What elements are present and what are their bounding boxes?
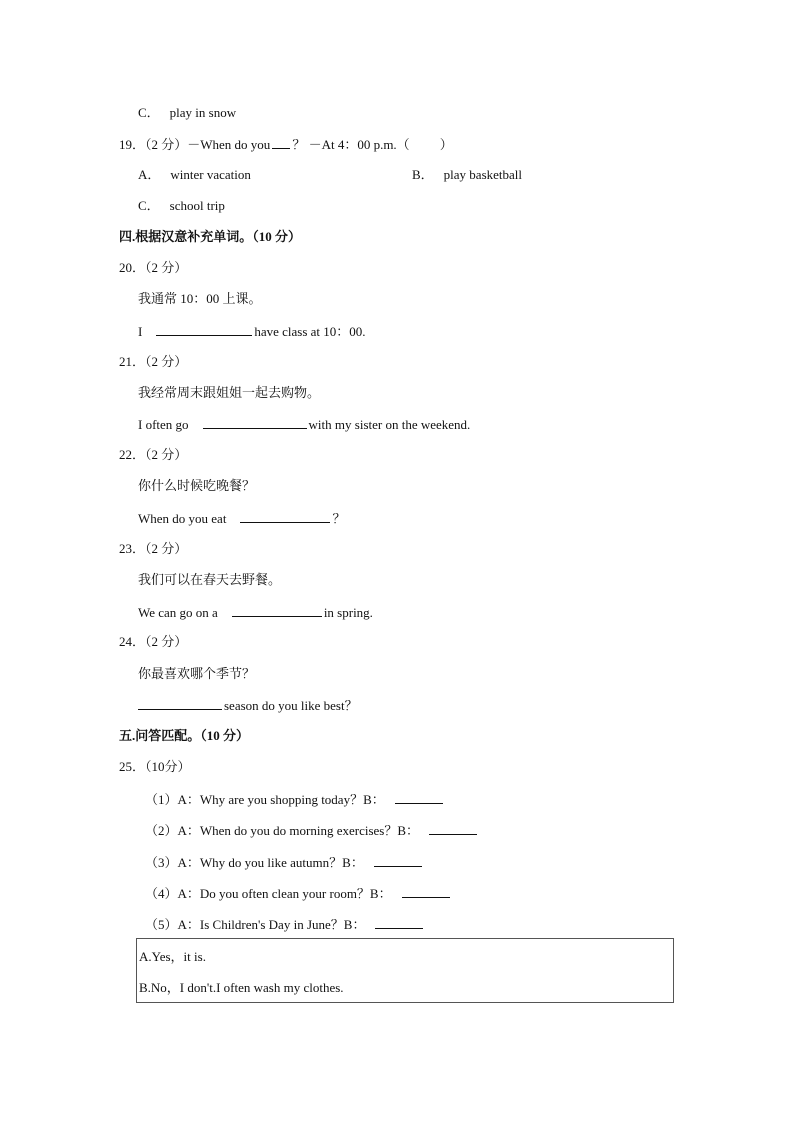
- option-letter: B．: [412, 167, 434, 182]
- answer-blank[interactable]: [402, 884, 450, 898]
- answer-blank[interactable]: [429, 821, 477, 835]
- dialogue-text: （4）A：Do you often clean your room？B：: [145, 886, 392, 901]
- sentence-text: We can go on a: [138, 605, 218, 620]
- answer-blank[interactable]: [156, 322, 252, 336]
- q25-item-5: [145, 915, 425, 934]
- answer-blank[interactable]: [375, 915, 423, 929]
- option-letter: C．: [138, 105, 160, 120]
- answer-blank[interactable]: [374, 853, 422, 867]
- q22-english: [138, 509, 345, 528]
- answer-blank[interactable]: [240, 509, 330, 523]
- answer-blank[interactable]: [138, 696, 222, 710]
- q23-number: 23．（2 分）: [119, 541, 188, 556]
- q23-english: [138, 603, 373, 622]
- q25-item-4: [145, 884, 452, 903]
- q21-english: [138, 415, 470, 434]
- answer-option-b: B.No，I don't.I often wash my clothes.: [139, 980, 344, 995]
- q21-number: 21．（2 分）: [119, 354, 188, 369]
- question-number: 19．（2 分）: [119, 137, 188, 152]
- sentence-text: I often go: [138, 417, 189, 432]
- q23-chinese: 我们可以在春天去野餐。: [138, 572, 282, 587]
- q20-english: [138, 322, 366, 341]
- q19-option-c: [138, 197, 225, 215]
- option-letter: A．: [138, 167, 161, 182]
- q19-stem: [119, 135, 453, 154]
- q25-item-2: [145, 821, 479, 840]
- q25-item-3: [145, 853, 424, 872]
- answer-blank[interactable]: [395, 790, 443, 804]
- question-text: ？ －At 4：00 p.m.（: [292, 137, 410, 152]
- option-text: school trip: [169, 198, 225, 213]
- option-letter: C．: [138, 198, 160, 213]
- answer-blank[interactable]: [232, 603, 322, 617]
- q21-chinese: 我经常周末跟姐姐一起去购物。: [138, 385, 321, 400]
- q20-number: 20．（2 分）: [119, 260, 188, 275]
- q18-option-c: [138, 104, 236, 122]
- q24-english: [138, 696, 358, 715]
- q19-option-b: [412, 166, 522, 184]
- q20-chinese: 我通常 10：00 上课。: [138, 291, 262, 306]
- q25-item-1: [145, 790, 445, 809]
- option-text: winter vacation: [170, 167, 251, 182]
- sentence-text: When do you eat: [138, 511, 227, 526]
- q24-chinese: 你最喜欢哪个季节？: [138, 666, 256, 681]
- sentence-text: I: [138, 324, 143, 339]
- answer-option-a: A.Yes，it is.: [139, 949, 206, 964]
- q19-option-a: [138, 166, 251, 184]
- section-4-title: 四.根据汉意补充单词。（10 分）: [119, 229, 302, 244]
- q22-chinese: 你什么时候吃晚餐？: [138, 478, 256, 493]
- section-5-title: 五.问答匹配。（10 分）: [119, 728, 250, 743]
- dialogue-text: （3）A：Why do you like autumn？B：: [145, 855, 364, 870]
- answer-blank[interactable]: [272, 135, 290, 149]
- dialogue-text: （1）A：Why are you shopping today？B：: [145, 792, 385, 807]
- answer-blank[interactable]: [203, 415, 307, 429]
- dialogue-text: （2）A：When do you do morning exercises？B：: [145, 823, 420, 838]
- sentence-text: in spring.: [323, 605, 373, 620]
- sentence-text: season do you like best？: [224, 698, 358, 713]
- q22-number: 22．（2 分）: [119, 447, 188, 462]
- question-text: ）: [439, 137, 453, 152]
- answer-options-box: [136, 938, 674, 1003]
- sentence-text: ？: [332, 511, 346, 526]
- sentence-text: have class at 10：00.: [254, 324, 366, 339]
- dialogue-text: （5）A：Is Children's Day in June？B：: [145, 917, 366, 932]
- option-text: play basketball: [443, 167, 523, 182]
- q25-number: 25．（10分）: [119, 759, 191, 774]
- sentence-text: with my sister on the weekend.: [308, 417, 471, 432]
- question-text: －When do you: [187, 137, 271, 152]
- q24-number: 24．（2 分）: [119, 634, 188, 649]
- option-text: play in snow: [169, 105, 237, 120]
